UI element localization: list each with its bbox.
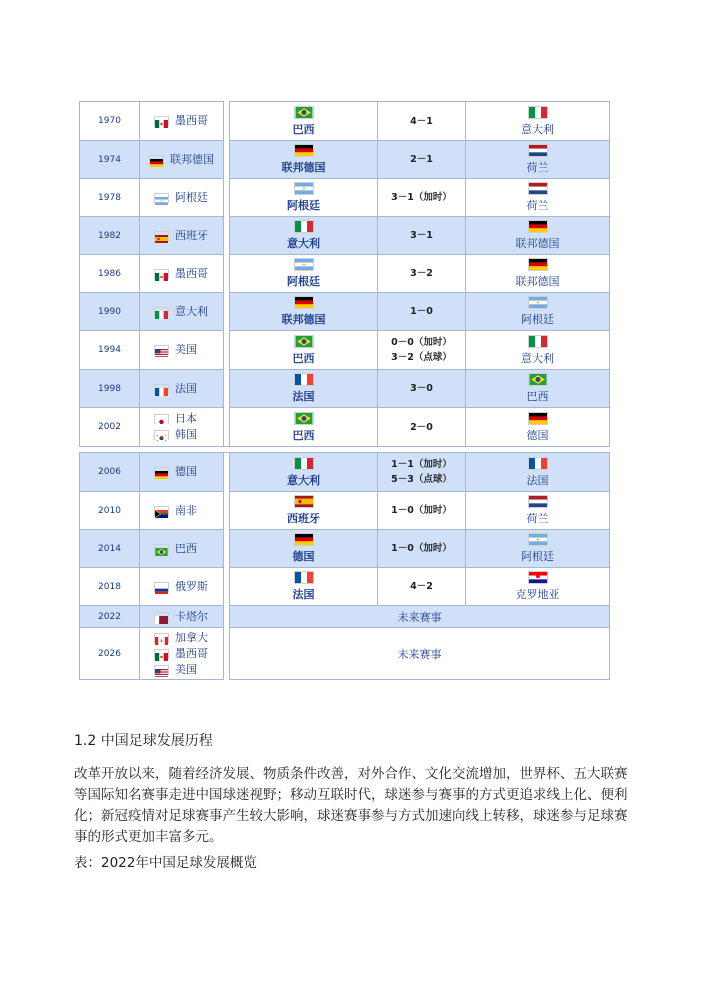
score-line: 1－0（加时） bbox=[391, 543, 452, 554]
runner-up-team bbox=[466, 457, 609, 488]
year-cell[interactable]: 1970 bbox=[80, 102, 140, 141]
champion-name[interactable]: 巴西 bbox=[292, 428, 315, 442]
host-country bbox=[140, 411, 223, 427]
flag-it-icon bbox=[294, 220, 314, 233]
flag-us-icon bbox=[154, 345, 169, 355]
host-country bbox=[140, 342, 223, 358]
section-title: 1.2 中国足球发展历程 bbox=[74, 733, 213, 749]
champion-name[interactable]: 联邦德国 bbox=[281, 313, 326, 326]
host-cell bbox=[140, 370, 224, 408]
score-cell bbox=[378, 293, 466, 331]
host-name[interactable]: 加拿大 bbox=[175, 630, 208, 644]
flag-de-icon bbox=[294, 533, 314, 546]
host-country bbox=[140, 381, 223, 397]
runner-up-name[interactable]: 德国 bbox=[526, 428, 549, 442]
champion-team bbox=[230, 296, 377, 327]
table-caption: 表：2022年中国足球发展概览 bbox=[74, 855, 257, 871]
champion-team bbox=[230, 373, 377, 404]
host-name[interactable]: 巴西 bbox=[175, 541, 197, 555]
score-line: 4－1 bbox=[410, 115, 433, 127]
host-name[interactable]: 西班牙 bbox=[175, 228, 208, 242]
champion-team bbox=[230, 457, 377, 488]
champion-name[interactable]: 巴西 bbox=[292, 122, 315, 136]
host-name[interactable]: 墨西哥 bbox=[175, 114, 208, 127]
champion-name[interactable]: 阿根廷 bbox=[287, 199, 320, 212]
champion-team bbox=[230, 182, 377, 213]
host-name[interactable]: 美国 bbox=[175, 343, 197, 356]
table-row bbox=[80, 293, 610, 331]
flag-it-icon bbox=[528, 335, 548, 348]
host-country bbox=[140, 190, 223, 206]
host-cell bbox=[140, 568, 224, 606]
table-row bbox=[80, 179, 610, 217]
table-row bbox=[80, 492, 610, 530]
flag-br-icon bbox=[294, 412, 314, 425]
world-cup-table bbox=[79, 101, 610, 680]
flag-za-icon bbox=[154, 506, 169, 516]
year-cell[interactable]: 2006 bbox=[80, 453, 140, 492]
flag-es-icon bbox=[154, 231, 169, 241]
champion-name[interactable]: 联邦德国 bbox=[281, 161, 326, 174]
host-cell bbox=[140, 408, 224, 447]
flag-br-icon bbox=[294, 106, 314, 119]
flag-de-icon bbox=[528, 220, 548, 233]
flag-ca-icon bbox=[154, 633, 169, 643]
table-row bbox=[80, 606, 610, 628]
host-name[interactable]: 韩国 bbox=[175, 428, 197, 441]
section-paragraph: 改革开放以来，随着经济发展、物质条件改善，对外合作、文化交流增加，世界杯、五大联赛等国际知名赛事走进中国球迷视野；移动互联时代，球迷参与赛事的方式更追求线上化、便利化；新冠疫情对足球赛事产生较大影响，球迷赛事参与方式加速向线上转移，球迷参与足球赛事的形式更加丰富多元。 bbox=[74, 766, 628, 845]
year-cell[interactable]: 1990 bbox=[80, 293, 140, 331]
year-cell[interactable]: 2014 bbox=[80, 530, 140, 568]
flag-de-icon bbox=[154, 467, 169, 477]
runner-up-team bbox=[466, 220, 609, 251]
flag-de-icon bbox=[528, 412, 548, 425]
flag-fr-icon bbox=[294, 571, 314, 584]
score-cell bbox=[378, 408, 466, 447]
score-cell bbox=[378, 453, 466, 492]
flag-de-icon bbox=[294, 144, 314, 157]
host-country bbox=[140, 646, 223, 662]
host-cell bbox=[140, 606, 224, 628]
score-cell bbox=[378, 492, 466, 530]
flag-br-icon bbox=[154, 544, 169, 554]
score-line: 5－3（点球） bbox=[391, 474, 452, 485]
runner-up-name[interactable]: 荷兰 bbox=[526, 512, 549, 525]
score-line: 3－0 bbox=[410, 383, 433, 394]
flag-nl-icon bbox=[528, 144, 548, 157]
host-country bbox=[140, 304, 223, 320]
host-country bbox=[140, 579, 223, 595]
host-cell bbox=[140, 255, 224, 293]
flag-qa-icon bbox=[154, 612, 169, 622]
champion-team bbox=[230, 258, 377, 289]
score-line: 3－2 bbox=[410, 268, 433, 279]
champion-name[interactable]: 意大利 bbox=[287, 473, 320, 487]
runner-up-name[interactable]: 荷兰 bbox=[526, 161, 549, 174]
champion-team bbox=[230, 220, 377, 251]
champion-name[interactable]: 意大利 bbox=[287, 237, 320, 250]
flag-de-icon bbox=[149, 155, 164, 165]
future-event-cell: 未来赛事 bbox=[230, 606, 610, 628]
flag-us-icon bbox=[154, 665, 169, 675]
flag-mx-icon bbox=[154, 269, 169, 279]
flag-it-icon bbox=[294, 457, 314, 470]
champion-team bbox=[230, 335, 377, 366]
year-cell[interactable]: 2010 bbox=[80, 492, 140, 530]
table-row bbox=[80, 408, 610, 447]
flag-ru-icon bbox=[154, 582, 169, 592]
score-line: 0－0（加时） bbox=[391, 337, 452, 348]
flag-it-icon bbox=[154, 307, 169, 317]
score-line: 1－0 bbox=[410, 306, 433, 317]
champion-name[interactable]: 法国 bbox=[292, 588, 315, 601]
host-name[interactable]: 联邦德国 bbox=[170, 152, 214, 166]
score-cell bbox=[378, 255, 466, 293]
flag-es-icon bbox=[294, 495, 314, 508]
score-cell bbox=[378, 102, 466, 141]
world-cup-table-body bbox=[80, 102, 610, 680]
flag-de-icon bbox=[528, 258, 548, 271]
champion-name[interactable]: 西班牙 bbox=[287, 512, 320, 525]
champion-team bbox=[230, 495, 377, 526]
host-country bbox=[140, 630, 223, 646]
score-line: 2－1 bbox=[410, 154, 433, 165]
flag-mx-icon bbox=[154, 649, 169, 659]
year-cell[interactable]: 1994 bbox=[80, 331, 140, 370]
score-line: 2－0 bbox=[410, 421, 433, 433]
runner-up-name[interactable]: 法国 bbox=[526, 473, 549, 487]
host-name[interactable]: 阿根廷 bbox=[175, 190, 208, 204]
score-line: 3－1 bbox=[410, 230, 433, 241]
runner-up-name[interactable]: 克罗地亚 bbox=[515, 588, 560, 601]
flag-mx-icon bbox=[154, 116, 169, 126]
flag-kr-icon bbox=[154, 430, 169, 440]
table-row bbox=[80, 141, 610, 179]
host-cell bbox=[140, 293, 224, 331]
runner-up-name[interactable]: 联邦德国 bbox=[515, 237, 560, 250]
champion-team bbox=[230, 106, 377, 137]
score-cell bbox=[378, 331, 466, 370]
flag-ar-icon bbox=[294, 182, 314, 195]
host-country bbox=[140, 503, 223, 519]
score-line: 3－2（点球） bbox=[391, 352, 452, 363]
host-country bbox=[140, 228, 223, 244]
flag-it-icon bbox=[528, 106, 548, 119]
host-country bbox=[140, 609, 223, 625]
score-cell bbox=[378, 370, 466, 408]
host-name[interactable]: 卡塔尔 bbox=[175, 609, 208, 623]
champion-team bbox=[230, 144, 377, 175]
year-cell[interactable]: 1986 bbox=[80, 255, 140, 293]
year-cell[interactable]: 1978 bbox=[80, 179, 140, 217]
score-line: 1－0（加时） bbox=[391, 505, 452, 516]
year-cell[interactable]: 2026 bbox=[80, 628, 140, 680]
runner-up-team bbox=[466, 296, 609, 327]
flag-fr-icon bbox=[528, 457, 548, 470]
host-country bbox=[140, 266, 223, 282]
year-cell[interactable]: 1982 bbox=[80, 217, 140, 255]
flag-jp-icon bbox=[154, 414, 169, 424]
table-row bbox=[80, 628, 610, 680]
year-cell[interactable]: 2022 bbox=[80, 606, 140, 628]
host-name[interactable]: 法国 bbox=[175, 381, 197, 395]
flag-br-icon bbox=[294, 335, 314, 348]
champion-name[interactable]: 阿根廷 bbox=[287, 275, 320, 288]
runner-up-team bbox=[466, 335, 609, 366]
runner-up-name[interactable]: 巴西 bbox=[526, 390, 549, 403]
runner-up-team bbox=[466, 373, 609, 404]
host-name[interactable]: 意大利 bbox=[175, 304, 208, 318]
host-cell bbox=[140, 530, 224, 568]
champion-team bbox=[230, 571, 377, 602]
table-row bbox=[80, 331, 610, 370]
host-cell bbox=[140, 628, 224, 680]
score-line: 4－2 bbox=[410, 581, 433, 592]
host-cell bbox=[140, 492, 224, 530]
runner-up-team bbox=[466, 495, 609, 526]
table-row bbox=[80, 530, 610, 568]
flag-nl-icon bbox=[528, 495, 548, 508]
host-name[interactable]: 墨西哥 bbox=[175, 646, 208, 660]
table-row bbox=[80, 217, 610, 255]
flag-br-icon bbox=[528, 373, 548, 386]
year-cell[interactable]: 1998 bbox=[80, 370, 140, 408]
host-name[interactable]: 墨西哥 bbox=[175, 266, 208, 280]
host-country bbox=[140, 113, 223, 129]
runner-up-team bbox=[466, 106, 609, 137]
future-event-cell: 未来赛事 bbox=[230, 628, 610, 680]
runner-up-team bbox=[466, 412, 609, 443]
champion-name[interactable]: 法国 bbox=[292, 390, 315, 403]
flag-de-icon bbox=[294, 296, 314, 309]
runner-up-name[interactable]: 意大利 bbox=[521, 351, 554, 365]
runner-up-name[interactable]: 阿根廷 bbox=[521, 313, 554, 326]
host-name[interactable]: 日本 bbox=[175, 412, 197, 425]
host-name[interactable]: 俄罗斯 bbox=[175, 579, 208, 593]
host-cell bbox=[140, 453, 224, 492]
score-cell bbox=[378, 141, 466, 179]
host-cell bbox=[140, 102, 224, 141]
champion-team bbox=[230, 412, 377, 443]
runner-up-team bbox=[466, 144, 609, 175]
flag-ar-icon bbox=[528, 533, 548, 546]
flag-ar-icon bbox=[294, 258, 314, 271]
table-row bbox=[80, 453, 610, 492]
champion-name[interactable]: 巴西 bbox=[292, 351, 315, 365]
score-cell bbox=[378, 217, 466, 255]
host-cell bbox=[140, 217, 224, 255]
flag-ar-icon bbox=[154, 193, 169, 203]
table-row bbox=[80, 568, 610, 606]
host-country bbox=[140, 464, 223, 480]
host-name[interactable]: 美国 bbox=[175, 662, 197, 676]
host-name[interactable]: 南非 bbox=[175, 503, 197, 517]
table-row bbox=[80, 370, 610, 408]
host-country bbox=[140, 662, 223, 678]
flag-nl-icon bbox=[528, 182, 548, 195]
flag-hr-icon bbox=[528, 571, 548, 584]
flag-ar-icon bbox=[528, 296, 548, 309]
score-line: 1－1（加时） bbox=[391, 459, 452, 470]
runner-up-name[interactable]: 意大利 bbox=[521, 122, 554, 136]
host-cell bbox=[140, 141, 224, 179]
host-country bbox=[140, 152, 223, 168]
table-row bbox=[80, 255, 610, 293]
table-row bbox=[80, 102, 610, 141]
runner-up-team bbox=[466, 258, 609, 289]
host-name[interactable]: 德国 bbox=[175, 465, 197, 478]
host-country bbox=[140, 427, 223, 443]
year-cell[interactable]: 1974 bbox=[80, 141, 140, 179]
runner-up-team bbox=[466, 182, 609, 213]
score-cell bbox=[378, 568, 466, 606]
host-cell bbox=[140, 331, 224, 370]
runner-up-name[interactable]: 阿根廷 bbox=[521, 550, 554, 563]
flag-fr-icon bbox=[294, 373, 314, 386]
runner-up-team bbox=[466, 571, 609, 602]
host-cell bbox=[140, 179, 224, 217]
score-cell bbox=[378, 530, 466, 568]
score-cell bbox=[378, 179, 466, 217]
flag-fr-icon bbox=[154, 384, 169, 394]
champion-team bbox=[230, 533, 377, 564]
year-cell[interactable]: 2002 bbox=[80, 408, 140, 447]
score-line: 3－1（加时） bbox=[391, 192, 452, 203]
champion-name[interactable]: 德国 bbox=[292, 550, 315, 563]
runner-up-name[interactable]: 荷兰 bbox=[526, 199, 549, 212]
runner-up-name[interactable]: 联邦德国 bbox=[515, 275, 560, 288]
host-country bbox=[140, 541, 223, 557]
year-cell[interactable]: 2018 bbox=[80, 568, 140, 606]
runner-up-team bbox=[466, 533, 609, 564]
